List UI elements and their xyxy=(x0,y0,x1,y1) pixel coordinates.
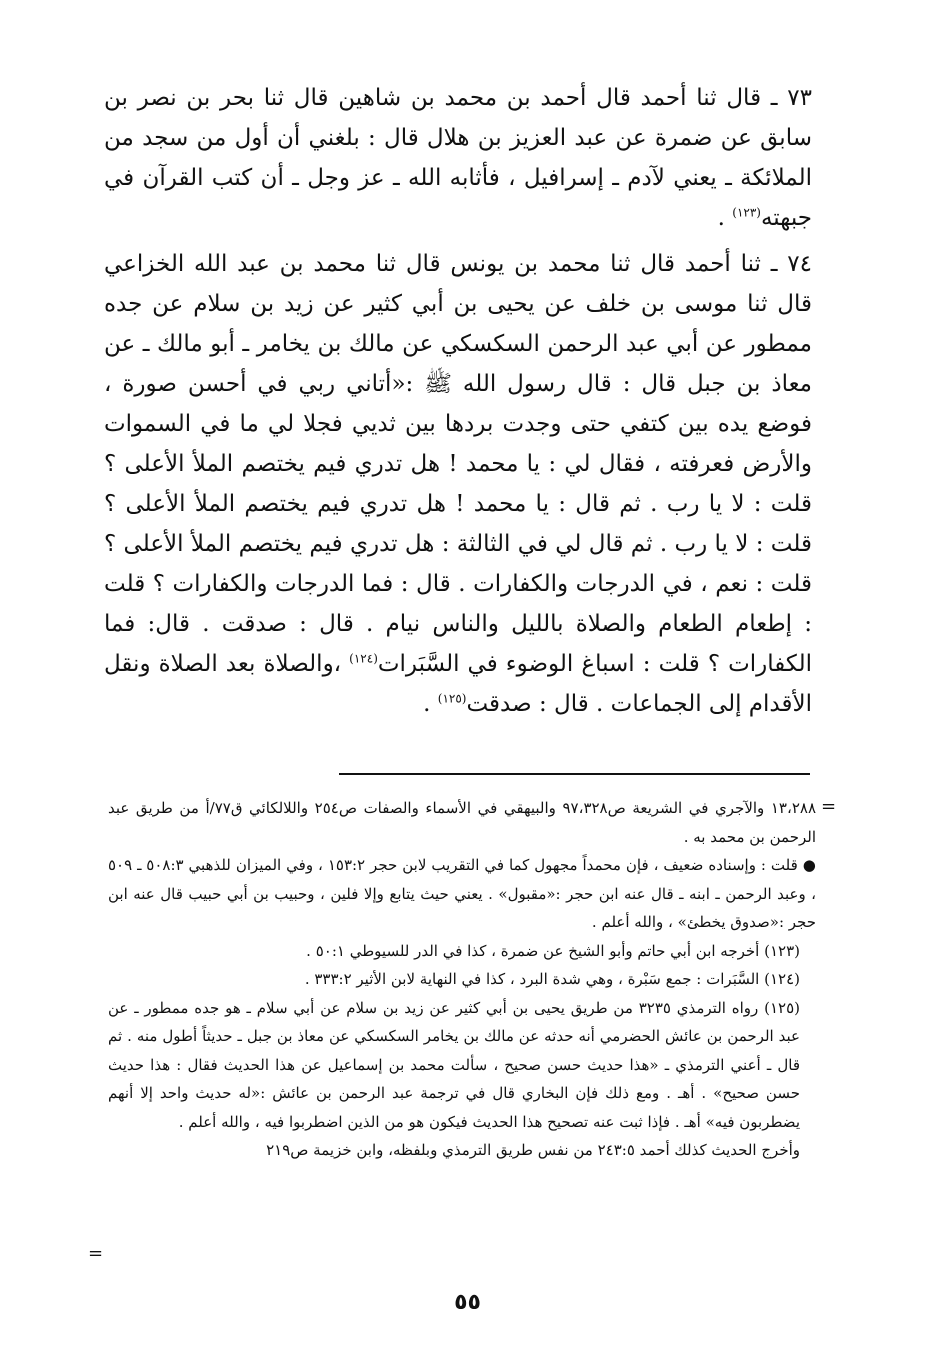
footnote-125: (١٢٥) رواه الترمذي ٣٢٣٥ من طريق يحيى بن أبي كثير عن زيد بن سلام عن أبي سلام ـ هو جده ممطور ـ عن عبد الرحمن بن عائش الحضرمي أنه حدثه عن مالك بن يخامر السكسكي عن معاذ بن جبل ـ حديثاً أطول منه . ثم قال ـ أعني الترمذي ـ «هذا حديث حسن صحيح ، سألت محمد بن إسماعيل عن هذا الحديث فقال : هذا حديث حسن صحيح» . أهـ . ومع ذلك فإن البخاري قال في ترجمة عبد الرحمن بن عائش :«له حديث واحد إلا أنهم يضطربون فيه» أهـ . فإذا ثبت عنه تصحيح هذا الحديث فيكون هو من الذين اضطربوا فيه ، والله أعلم . xyxy=(108,998,800,1131)
footnote-ref-123: (١٢٣) xyxy=(732,205,761,220)
paragraph-74-text-2: ،والصلاة بعد الصلاة ونقل الأقدام إلى الجماعات . قال : صدقت xyxy=(104,651,812,717)
footnote-continuation: ١٣،٢٨٨ والآجري في الشريعة ص٩٧،٣٢٨ والبيهقي في الأسماء والصفات ص٢٥٤ واللالكائي ق٧٧/أ من طريق عبد الرحمن بن محمد به . xyxy=(108,799,816,846)
page-number: ٥٥ xyxy=(454,1290,481,1315)
paragraph-74-end: . xyxy=(423,691,438,717)
paragraph-74-text-1: ٧٤ ـ ثنا أحمد قال ثنا محمد بن يونس قال ثنا محمد بن عبد الله الخزاعي قال ثنا موسى بن خلف عن يحيى بن أبي كثير عن زيد بن سلام عن جده ممطور عن أبي عبد الرحمن السكسكي عن مالك بن يخامر ـ أبو مالك ـ عن معاذ بن جبل قال : قال رسول الله ﷺ :«أتاني ربي في أحسن صورة ، فوضع يده بين كتفي حتى وجدت بردها بين ثديي فجلا لي ما في السموات والأرض فعرفته ، فقال لي : يا محمد ! هل تدري فيم يختصم الملأ الأعلى ؟ قلت : لا يا رب . ثم قال : يا محمد ! هل تدري فيم يختصم الملأ الأعلى ؟ قلت : لا يا رب . ثم قال لي في الثالثة : هل تدري فيم يختصم الملأ الأعلى ؟ قلت : نعم ، في الدرجات والكفارات . قال : فما الدرجات والكفارات ؟ قلت : إطعام الطعام والصلاة بالليل والناس نيام . قال : صدقت . قال: فما الكفارات ؟ قلت : اسباغ الوضوء في السَّبَرات xyxy=(104,251,812,677)
footnote-ref-125: (١٢٥) xyxy=(437,691,467,706)
paragraph-73-text: ٧٣ ـ قال ثنا أحمد قال أحمد بن محمد بن شاهين قال ثنا بحر بن نصر بن سابق عن ضمرة عن عبد العزيز بن هلال قال : بلغني أن أول من سجد من الملائكة ـ يعني لآدم ـ إسرافيل ، فأثابه الله ـ عز وجل ـ أن كتب القرآن في جبهته xyxy=(104,85,812,231)
continuation-marker-top: = xyxy=(821,796,837,817)
footnote-separator xyxy=(339,773,810,775)
footnote-123: (١٢٣) أخرجه ابن أبي حاتم وأبو الشيخ عن ضمرة ، كذا في الدر للسيوطي ٥٠:١ . xyxy=(306,941,800,960)
main-text xyxy=(104,78,812,724)
footnote-125-continued: وأخرج الحديث كذلك أحمد ٢٤٣:٥ من نفس طريق الترمذي وبلفظه، وابن خزيمة ص٢١٩ xyxy=(266,1141,800,1159)
footnote-comment: ● قلت : وإسناده ضعيف ، فإن محمداً مجهول كما في التقريب لابن حجر ١٥٣:٢ ، وفي الميزان للذهبي ٥٠٨:٣ ـ ٥٠٩ ، وعبد الرحمن ـ ابنه ـ قال عنه ابن حجر :«مقبول» . يعني حيث يتابع وإلا فلين ، وحبيب بن أبي حبيب قال عنه ابن حجر :«صدوق يخطئ» ، والله أعلم . xyxy=(108,856,816,931)
paragraph-74 xyxy=(104,244,812,724)
footnote-ref-124: (١٢٤) xyxy=(349,651,378,666)
paragraph-73 xyxy=(104,78,812,238)
footnotes xyxy=(108,794,816,1165)
footnote-124: (١٢٤) السَّبَرات : جمع سَبْرة ، وهي شدة البرد ، كذا في النهاية لابن الأثير ٣٣٣:٢ . xyxy=(304,970,800,988)
continuation-marker-bottom: = xyxy=(88,1243,104,1264)
paragraph-73-end: . xyxy=(717,205,733,231)
